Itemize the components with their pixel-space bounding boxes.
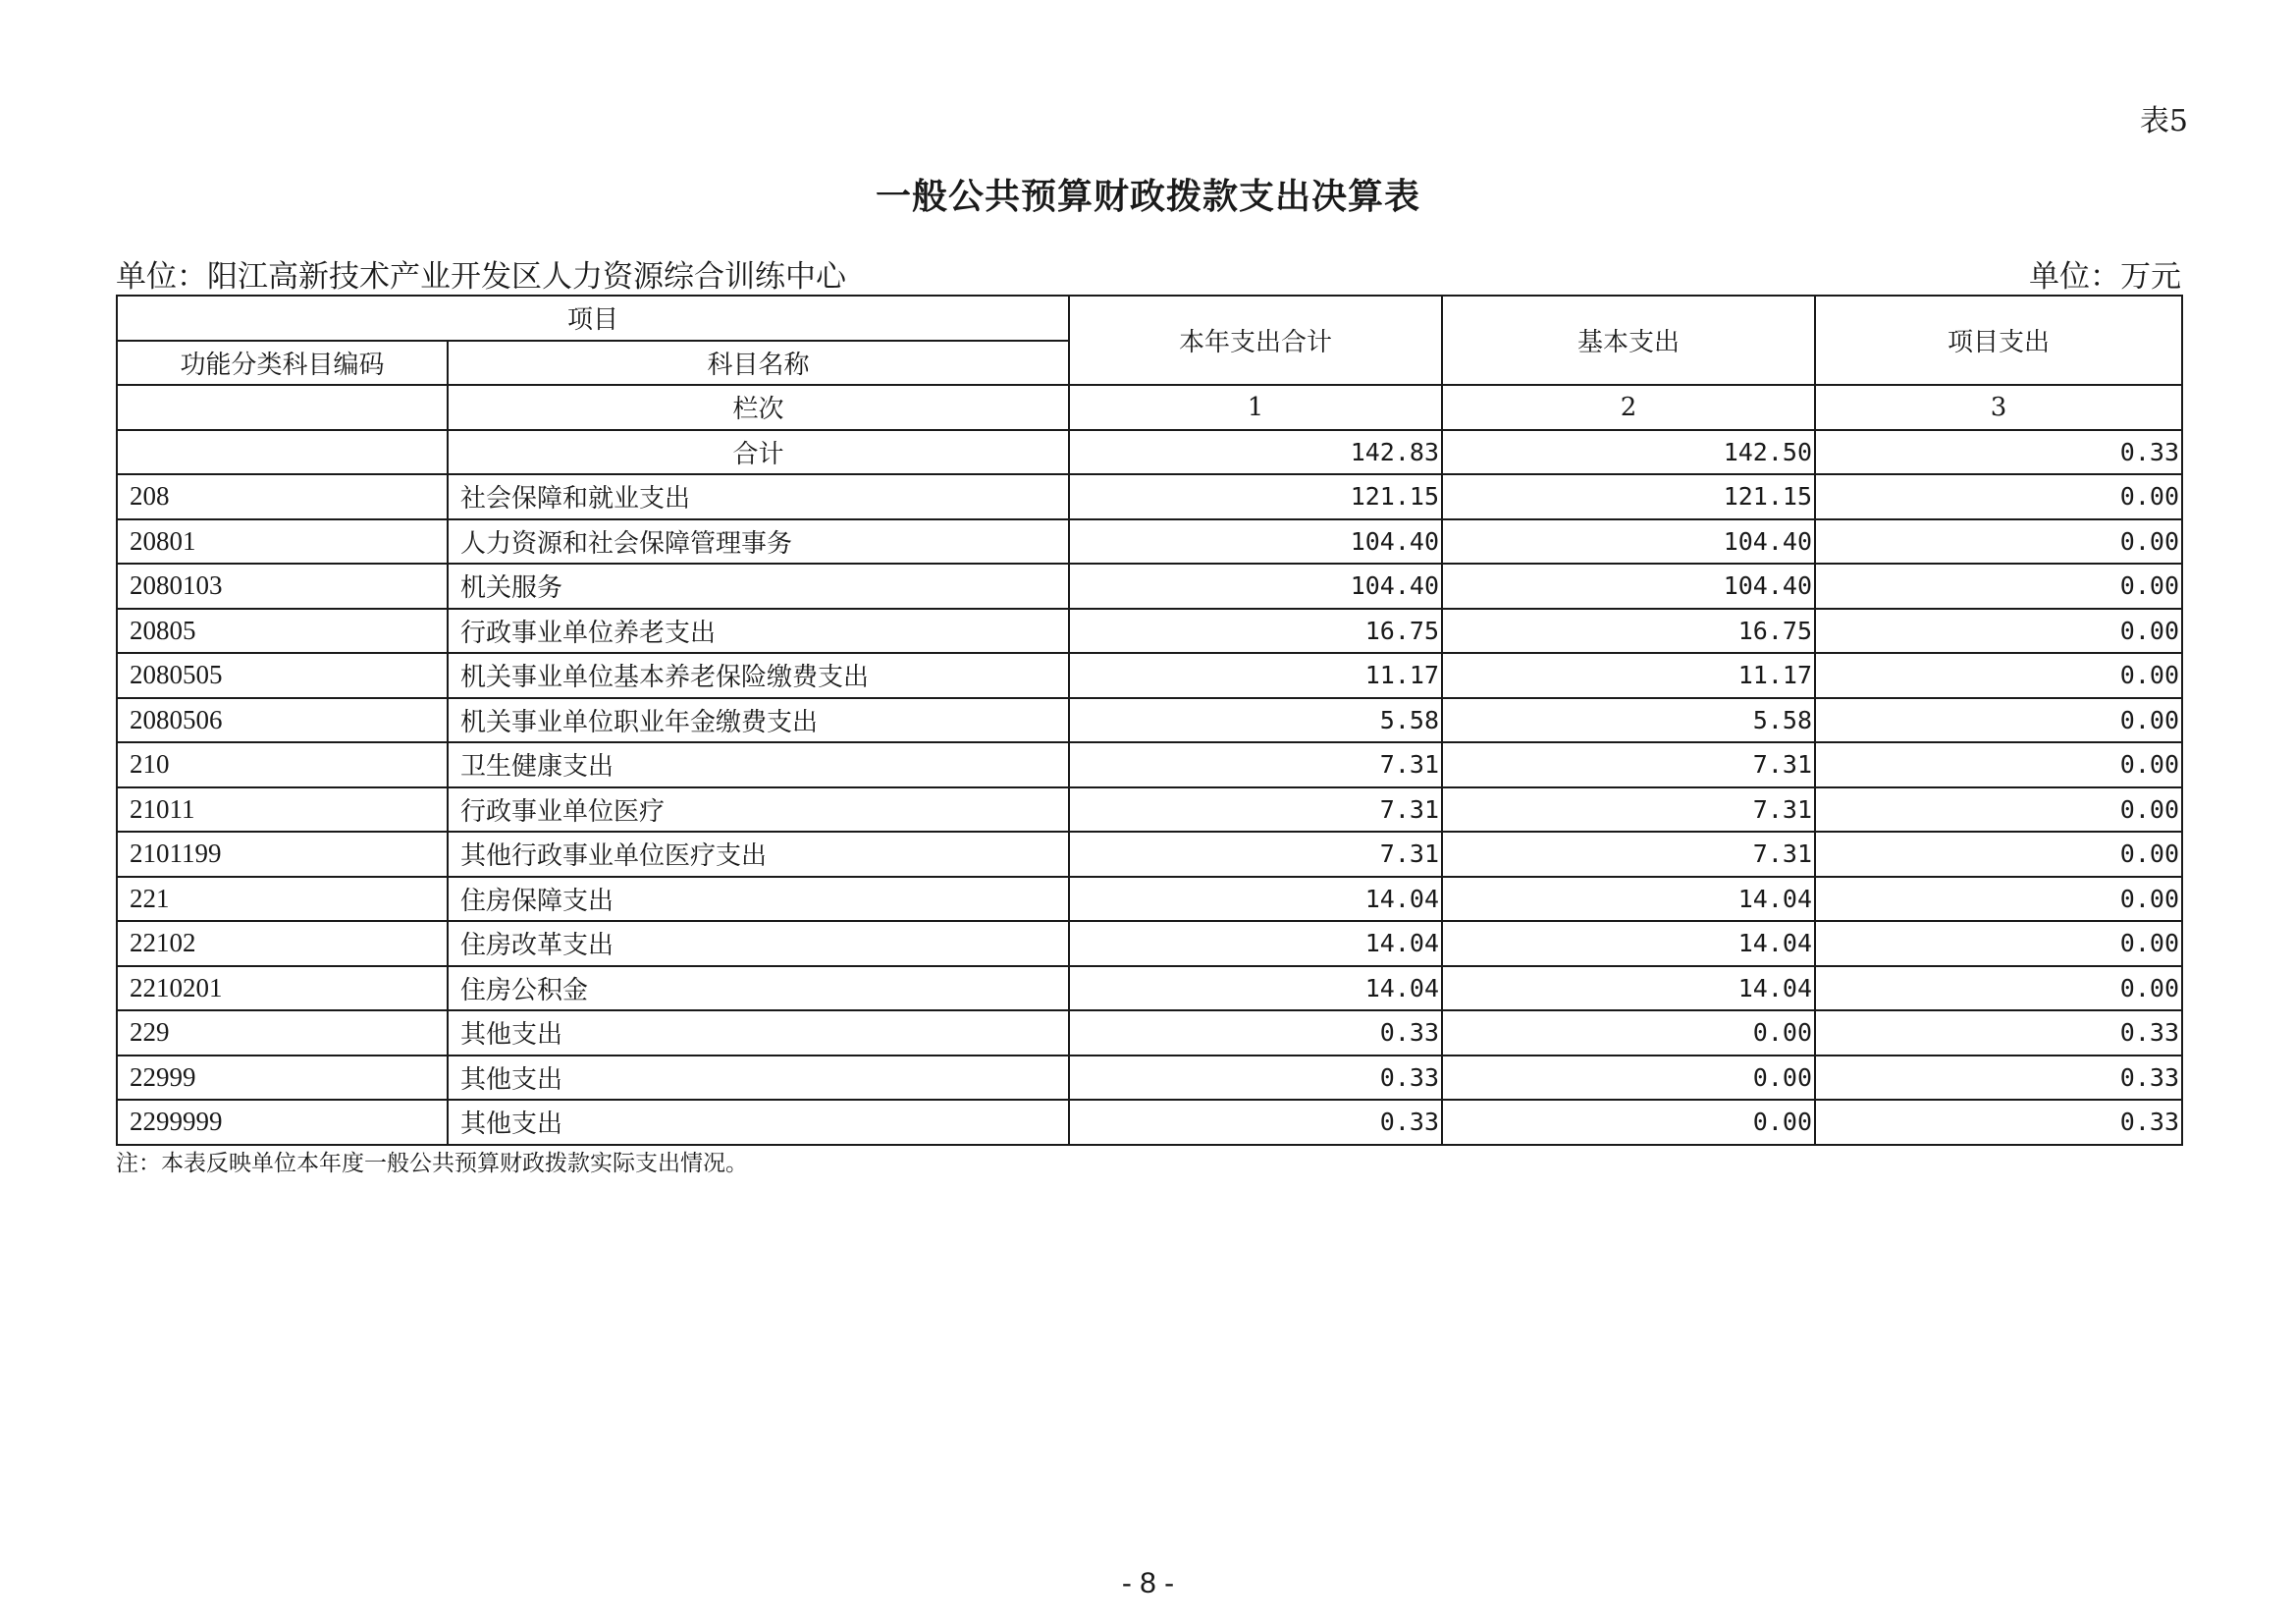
basic-amount: 14.04 bbox=[1442, 921, 1815, 966]
table-row bbox=[117, 787, 2182, 833]
column-label: 栏次 bbox=[448, 385, 1069, 430]
table-number: 表5 bbox=[2139, 104, 2188, 138]
total-amount: 121.15 bbox=[1069, 474, 1442, 519]
header-name: 科目名称 bbox=[448, 341, 1069, 386]
subject-code: 2080506 bbox=[117, 698, 448, 743]
table-row bbox=[117, 474, 2182, 519]
summary-total: 142.83 bbox=[1069, 430, 1442, 475]
header-item: 项目支出 bbox=[1815, 296, 2182, 385]
subject-code: 221 bbox=[117, 877, 448, 922]
column-number-3: 3 bbox=[1815, 385, 2182, 430]
basic-amount: 14.04 bbox=[1442, 966, 1815, 1011]
table-row bbox=[117, 653, 2182, 698]
header-row-1 bbox=[117, 296, 2182, 341]
subject-name: 住房保障支出 bbox=[448, 877, 1069, 922]
basic-amount: 0.00 bbox=[1442, 1010, 1815, 1056]
subject-code: 2101199 bbox=[117, 832, 448, 877]
subject-code: 2210201 bbox=[117, 966, 448, 1011]
item-amount: 0.00 bbox=[1815, 519, 2182, 565]
total-amount: 14.04 bbox=[1069, 921, 1442, 966]
basic-amount: 7.31 bbox=[1442, 787, 1815, 833]
basic-amount: 16.75 bbox=[1442, 609, 1815, 654]
header-total: 本年支出合计 bbox=[1069, 296, 1442, 385]
subject-name: 卫生健康支出 bbox=[448, 742, 1069, 787]
table-row bbox=[117, 1010, 2182, 1056]
basic-amount: 7.31 bbox=[1442, 832, 1815, 877]
item-amount: 0.00 bbox=[1815, 921, 2182, 966]
total-amount: 11.17 bbox=[1069, 653, 1442, 698]
subject-code: 2080505 bbox=[117, 653, 448, 698]
item-amount: 0.00 bbox=[1815, 787, 2182, 833]
subject-code: 208 bbox=[117, 474, 448, 519]
item-amount: 0.00 bbox=[1815, 653, 2182, 698]
subject-code: 20801 bbox=[117, 519, 448, 565]
item-amount: 0.00 bbox=[1815, 609, 2182, 654]
subject-code: 20805 bbox=[117, 609, 448, 654]
subject-name: 其他支出 bbox=[448, 1010, 1069, 1056]
basic-amount: 104.40 bbox=[1442, 564, 1815, 609]
page-number: - 8 - bbox=[1121, 1567, 1175, 1599]
subject-code: 21011 bbox=[117, 787, 448, 833]
item-amount: 0.00 bbox=[1815, 877, 2182, 922]
basic-amount: 0.00 bbox=[1442, 1056, 1815, 1101]
subject-name: 行政事业单位养老支出 bbox=[448, 609, 1069, 654]
table-row bbox=[117, 966, 2182, 1011]
subject-name: 人力资源和社会保障管理事务 bbox=[448, 519, 1069, 565]
expenditure-table bbox=[116, 295, 2183, 1146]
column-number-2: 2 bbox=[1442, 385, 1815, 430]
subject-name: 行政事业单位医疗 bbox=[448, 787, 1069, 833]
basic-amount: 121.15 bbox=[1442, 474, 1815, 519]
subject-code: 22102 bbox=[117, 921, 448, 966]
table-note: 注：本表反映单位本年度一般公共预算财政拨款实际支出情况。 bbox=[116, 1151, 748, 1176]
item-amount: 0.00 bbox=[1815, 832, 2182, 877]
subject-code: 210 bbox=[117, 742, 448, 787]
table-row bbox=[117, 698, 2182, 743]
total-amount: 104.40 bbox=[1069, 564, 1442, 609]
subject-name: 住房公积金 bbox=[448, 966, 1069, 1011]
item-amount: 0.00 bbox=[1815, 474, 2182, 519]
basic-amount: 0.00 bbox=[1442, 1100, 1815, 1145]
subject-name: 机关服务 bbox=[448, 564, 1069, 609]
table-row bbox=[117, 742, 2182, 787]
basic-amount: 7.31 bbox=[1442, 742, 1815, 787]
basic-amount: 14.04 bbox=[1442, 877, 1815, 922]
subject-name: 机关事业单位基本养老保险缴费支出 bbox=[448, 653, 1069, 698]
summary-item: 0.33 bbox=[1815, 430, 2182, 475]
basic-amount: 11.17 bbox=[1442, 653, 1815, 698]
subject-code: 22999 bbox=[117, 1056, 448, 1101]
total-amount: 0.33 bbox=[1069, 1010, 1442, 1056]
subject-code: 229 bbox=[117, 1010, 448, 1056]
table-row bbox=[117, 1056, 2182, 1101]
blank-cell bbox=[117, 385, 448, 430]
summary-label: 合计 bbox=[448, 430, 1069, 475]
currency-unit: 单位：万元 bbox=[2029, 258, 2181, 295]
subject-name: 其他行政事业单位医疗支出 bbox=[448, 832, 1069, 877]
unit-line bbox=[116, 253, 2181, 293]
document-title: 一般公共预算财政拨款支出决算表 bbox=[875, 177, 1420, 217]
header-project: 项目 bbox=[117, 296, 1069, 341]
item-amount: 0.33 bbox=[1815, 1010, 2182, 1056]
table-row bbox=[117, 921, 2182, 966]
table-row bbox=[117, 832, 2182, 877]
subject-code: 2080103 bbox=[117, 564, 448, 609]
basic-amount: 5.58 bbox=[1442, 698, 1815, 743]
table-row bbox=[117, 519, 2182, 565]
subject-name: 其他支出 bbox=[448, 1056, 1069, 1101]
table-row bbox=[117, 564, 2182, 609]
subject-name: 机关事业单位职业年金缴费支出 bbox=[448, 698, 1069, 743]
subject-name: 社会保障和就业支出 bbox=[448, 474, 1069, 519]
total-amount: 14.04 bbox=[1069, 966, 1442, 1011]
blank-cell bbox=[117, 430, 448, 475]
total-amount: 16.75 bbox=[1069, 609, 1442, 654]
reporting-unit: 单位：阳江高新技术产业开发区人力资源综合训练中心 bbox=[116, 258, 846, 295]
item-amount: 0.00 bbox=[1815, 564, 2182, 609]
summary-basic: 142.50 bbox=[1442, 430, 1815, 475]
subject-name: 其他支出 bbox=[448, 1100, 1069, 1145]
table-row bbox=[117, 1100, 2182, 1145]
column-number-1: 1 bbox=[1069, 385, 1442, 430]
table-row bbox=[117, 609, 2182, 654]
total-amount: 7.31 bbox=[1069, 787, 1442, 833]
basic-amount: 104.40 bbox=[1442, 519, 1815, 565]
header-code: 功能分类科目编码 bbox=[117, 341, 448, 386]
item-amount: 0.00 bbox=[1815, 966, 2182, 1011]
summary-row bbox=[117, 430, 2182, 475]
subject-name: 住房改革支出 bbox=[448, 921, 1069, 966]
header-basic: 基本支出 bbox=[1442, 296, 1815, 385]
subject-code: 2299999 bbox=[117, 1100, 448, 1145]
total-amount: 7.31 bbox=[1069, 832, 1442, 877]
column-number-row bbox=[117, 385, 2182, 430]
item-amount: 0.00 bbox=[1815, 698, 2182, 743]
total-amount: 14.04 bbox=[1069, 877, 1442, 922]
total-amount: 104.40 bbox=[1069, 519, 1442, 565]
total-amount: 0.33 bbox=[1069, 1056, 1442, 1101]
total-amount: 7.31 bbox=[1069, 742, 1442, 787]
table-row bbox=[117, 877, 2182, 922]
item-amount: 0.33 bbox=[1815, 1056, 2182, 1101]
total-amount: 5.58 bbox=[1069, 698, 1442, 743]
total-amount: 0.33 bbox=[1069, 1100, 1442, 1145]
item-amount: 0.00 bbox=[1815, 742, 2182, 787]
item-amount: 0.33 bbox=[1815, 1100, 2182, 1145]
